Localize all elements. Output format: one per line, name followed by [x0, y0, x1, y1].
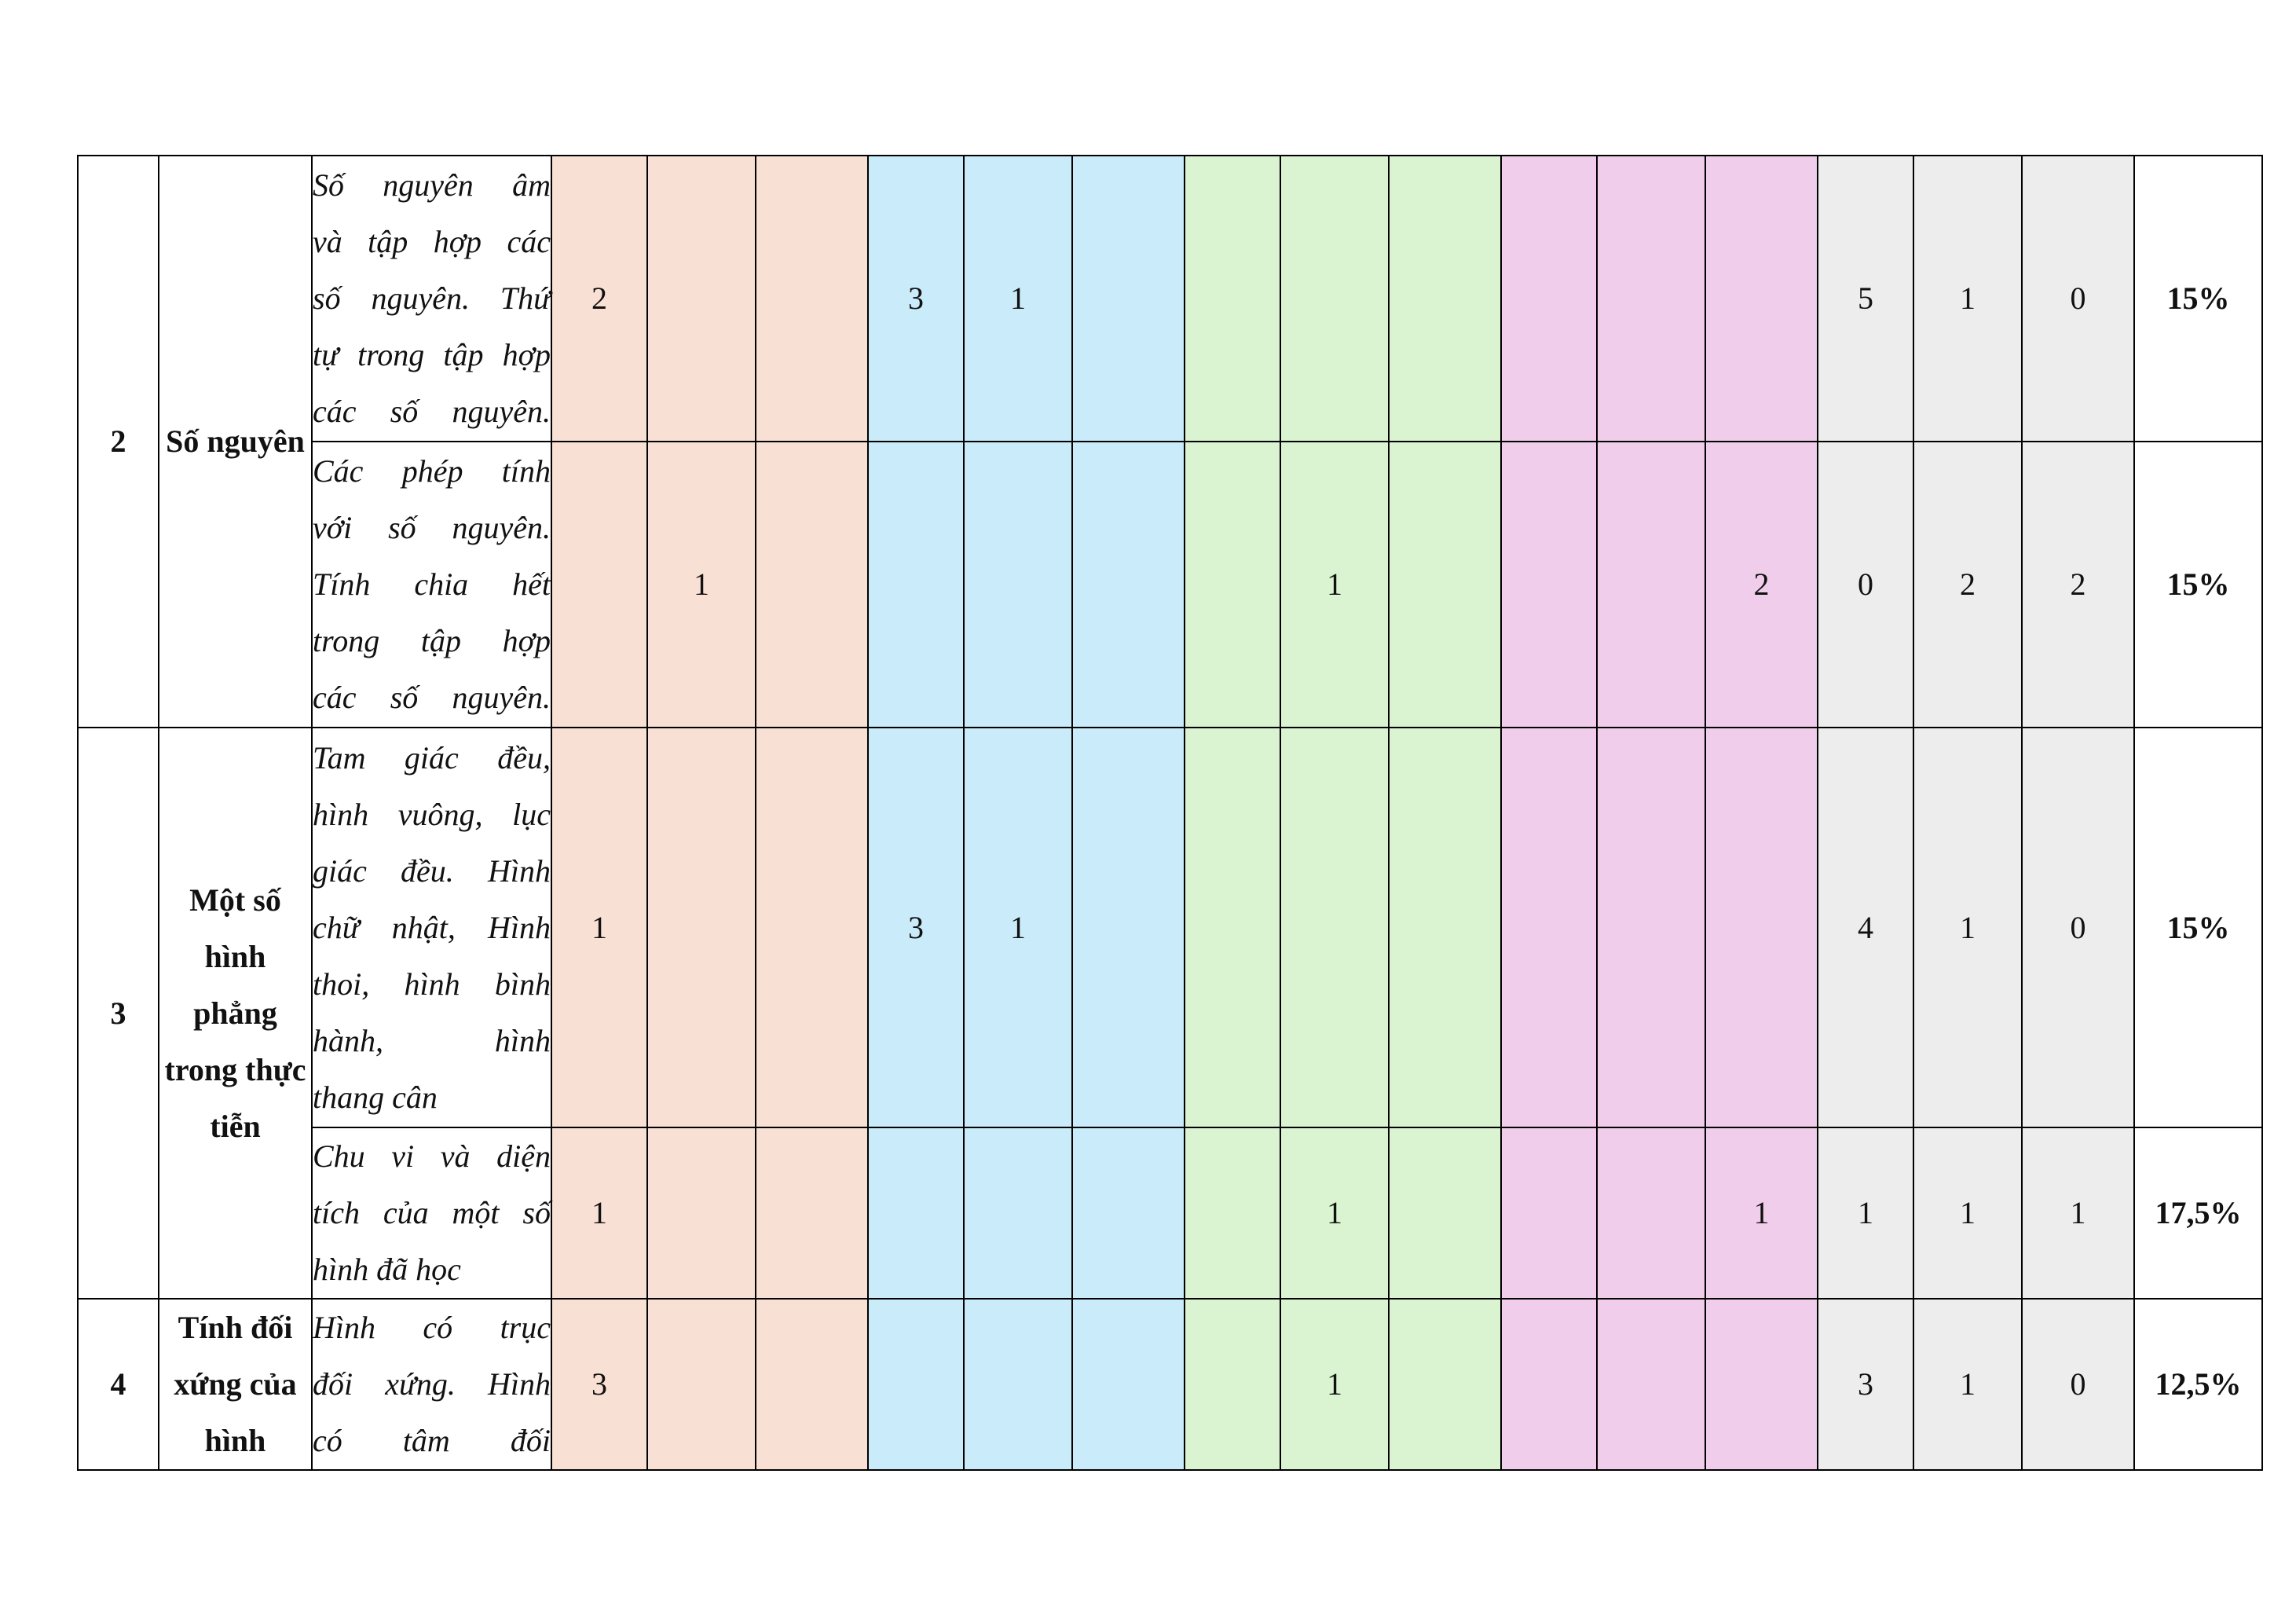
total-cell: 4: [1818, 728, 1913, 1127]
total-cell: 2: [2022, 442, 2134, 728]
count-cell: [756, 1299, 868, 1470]
count-cell: 1: [1280, 1299, 1389, 1470]
row-number: 4: [78, 1299, 159, 1470]
content-line: thang cân: [313, 1079, 438, 1115]
count-cell: [1501, 1127, 1597, 1299]
table-row: [78, 1299, 2262, 1470]
table-row: [78, 442, 2262, 728]
content-line: Tính chia hết: [313, 566, 551, 602]
count-cell: 1: [1705, 1127, 1818, 1299]
topic-cell: Số nguyên: [159, 156, 312, 728]
count-cell: [1389, 442, 1501, 728]
content-cell: [312, 728, 551, 1127]
content-line: Tam giác đều,: [313, 739, 551, 775]
content-line: số nguyên. Thứ: [313, 280, 551, 316]
count-cell: [647, 1127, 756, 1299]
percent-cell: 17,5%: [2134, 1127, 2262, 1299]
row-number: 3: [78, 728, 159, 1299]
topic-cell: Một số hình phẳng trong thực tiễn: [159, 728, 312, 1299]
table-body: [78, 156, 2262, 1470]
content-line: tích của một số: [313, 1195, 551, 1230]
count-cell: [647, 728, 756, 1127]
total-cell: 1: [1913, 1127, 2022, 1299]
count-cell: [1072, 442, 1185, 728]
count-cell: [868, 1127, 964, 1299]
count-cell: 1: [647, 442, 756, 728]
count-cell: 1: [1280, 442, 1389, 728]
table-row: [78, 1127, 2262, 1299]
count-cell: [1501, 728, 1597, 1127]
count-cell: [647, 156, 756, 442]
percent-cell: 15%: [2134, 442, 2262, 728]
count-cell: [1072, 1299, 1185, 1470]
count-cell: [1280, 728, 1389, 1127]
count-cell: [756, 156, 868, 442]
count-cell: [1705, 156, 1818, 442]
count-cell: [1185, 1299, 1280, 1470]
count-cell: [1597, 156, 1705, 442]
total-cell: 1: [1913, 1299, 2022, 1470]
count-cell: [964, 442, 1072, 728]
content-line: Số nguyên âm: [313, 167, 551, 203]
count-cell: [868, 1299, 964, 1470]
count-cell: [1185, 156, 1280, 442]
percent-cell: 15%: [2134, 156, 2262, 442]
content-line: tự trong tập hợp: [313, 337, 551, 372]
content-line: các số nguyên.: [313, 680, 551, 715]
content-line: Chu vi và diện: [313, 1138, 551, 1174]
content-line: hành, hình: [313, 1022, 551, 1058]
total-cell: 1: [1818, 1127, 1913, 1299]
content-cell: [312, 156, 551, 442]
count-cell: [1597, 728, 1705, 1127]
count-cell: [868, 442, 964, 728]
total-cell: 1: [1913, 728, 2022, 1127]
total-cell: 1: [1913, 156, 2022, 442]
content-line: Hình có trục: [313, 1310, 551, 1345]
content-cell: [312, 1127, 551, 1299]
total-cell: 2: [1913, 442, 2022, 728]
count-cell: 1: [964, 728, 1072, 1127]
content-cell: [312, 1299, 551, 1470]
count-cell: [1185, 728, 1280, 1127]
row-number: 2: [78, 156, 159, 728]
total-cell: 0: [1818, 442, 1913, 728]
count-cell: [1705, 1299, 1818, 1470]
count-cell: [1389, 728, 1501, 1127]
count-cell: [756, 442, 868, 728]
content-line: thoi, hình bình: [313, 966, 551, 1002]
total-cell: 1: [2022, 1127, 2134, 1299]
content-line: với số nguyên.: [313, 510, 551, 545]
content-line: hình vuông, lục: [313, 796, 551, 832]
count-cell: 1: [1280, 1127, 1389, 1299]
count-cell: 2: [1705, 442, 1818, 728]
count-cell: [1072, 156, 1185, 442]
total-cell: 0: [2022, 728, 2134, 1127]
count-cell: [1597, 1299, 1705, 1470]
count-cell: [1705, 728, 1818, 1127]
content-line: chữ nhật, Hình: [313, 909, 551, 945]
count-cell: [756, 728, 868, 1127]
count-cell: [1597, 442, 1705, 728]
count-cell: 2: [551, 156, 647, 442]
count-cell: [964, 1127, 1072, 1299]
total-cell: 3: [1818, 1299, 1913, 1470]
count-cell: 1: [964, 156, 1072, 442]
count-cell: [1389, 156, 1501, 442]
count-cell: [964, 1299, 1072, 1470]
percent-cell: 15%: [2134, 728, 2262, 1127]
count-cell: [1501, 156, 1597, 442]
count-cell: [1501, 442, 1597, 728]
content-line: có tâm đối: [313, 1423, 551, 1458]
count-cell: [1597, 1127, 1705, 1299]
count-cell: 3: [868, 156, 964, 442]
count-cell: [1072, 1127, 1185, 1299]
count-cell: [647, 1299, 756, 1470]
topic-cell: Tính đối xứng của hình: [159, 1299, 312, 1470]
count-cell: [1389, 1127, 1501, 1299]
total-cell: 0: [2022, 1299, 2134, 1470]
matrix-table: [77, 155, 2263, 1471]
count-cell: [551, 442, 647, 728]
content-line: Các phép tính: [313, 453, 551, 489]
count-cell: [1280, 156, 1389, 442]
count-cell: [1185, 442, 1280, 728]
total-cell: 5: [1818, 156, 1913, 442]
count-cell: 3: [551, 1299, 647, 1470]
content-line: và tập hợp các: [313, 224, 551, 259]
count-cell: [1072, 728, 1185, 1127]
count-cell: [1501, 1299, 1597, 1470]
content-cell: [312, 442, 551, 728]
content-line: hình đã học: [313, 1252, 461, 1287]
table-row: [78, 728, 2262, 1127]
count-cell: [756, 1127, 868, 1299]
percent-cell: 12,5%: [2134, 1299, 2262, 1470]
content-line: đối xứng. Hình: [313, 1366, 551, 1402]
content-line: giác đều. Hình: [313, 852, 551, 889]
count-cell: [1185, 1127, 1280, 1299]
table-row: [78, 156, 2262, 442]
count-cell: 3: [868, 728, 964, 1127]
total-cell: 0: [2022, 156, 2134, 442]
count-cell: 1: [551, 1127, 647, 1299]
count-cell: 1: [551, 728, 647, 1127]
content-line: các số nguyên.: [313, 394, 551, 429]
content-line: trong tập hợp: [313, 623, 551, 658]
count-cell: [1389, 1299, 1501, 1470]
